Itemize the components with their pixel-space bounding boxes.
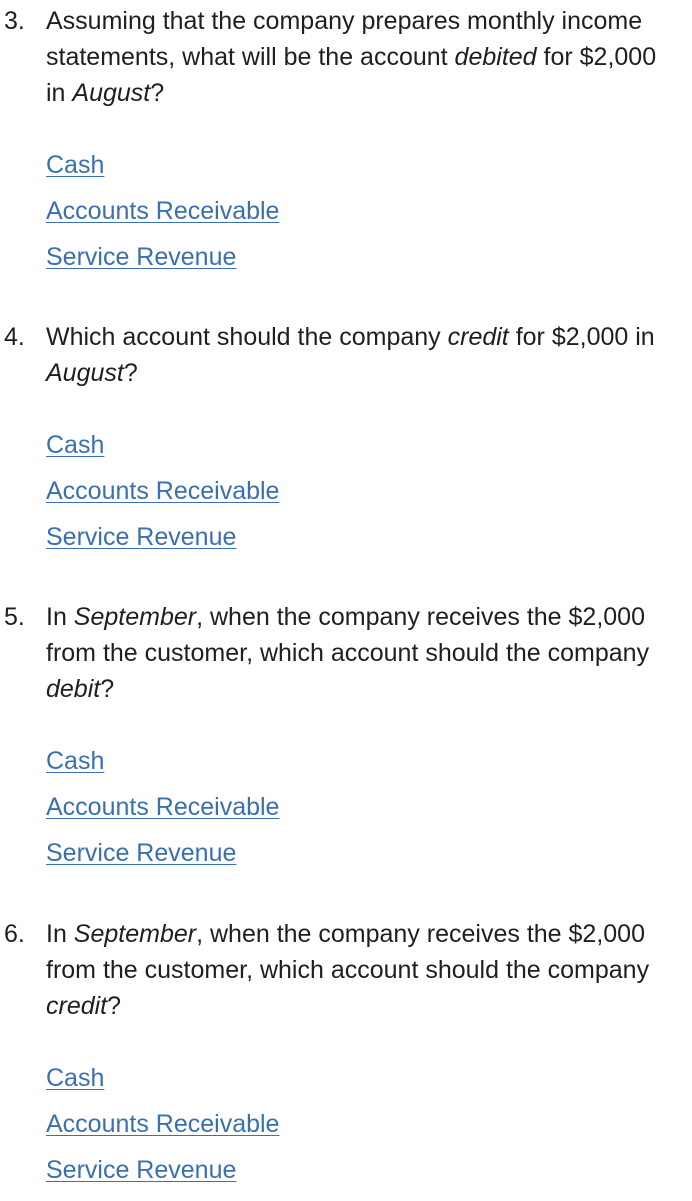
question-number: 3.: [4, 7, 25, 35]
option-accounts-receivable-link[interactable]: Accounts Receivable: [46, 197, 280, 225]
question-number: 6.: [4, 920, 25, 948]
option-accounts-receivable-link[interactable]: Accounts Receivable: [46, 477, 280, 505]
option-cash-link[interactable]: Cash: [46, 1064, 105, 1092]
option-accounts-receivable-link[interactable]: Accounts Receivable: [46, 793, 280, 821]
answer-options: [46, 430, 279, 568]
question-number: 5.: [4, 603, 25, 631]
question-text: Assuming that the company prepares monthly income statements, what will be the account debited for $2,000 in August?: [46, 7, 657, 107]
question-number: 4.: [4, 323, 25, 351]
answer-options: [46, 746, 279, 884]
question-text: Which account should the company credit for $2,000 in August?: [46, 323, 655, 387]
answer-options: [46, 150, 279, 288]
option-service-revenue-link[interactable]: Service Revenue: [46, 523, 237, 551]
question-text: In September, when the company receives the $2,000 from the customer, which account should the company credit?: [46, 920, 650, 1020]
option-accounts-receivable-link[interactable]: Accounts Receivable: [46, 1110, 280, 1138]
option-cash-link[interactable]: Cash: [46, 151, 105, 179]
answer-options: [46, 1063, 279, 1201]
option-service-revenue-link[interactable]: Service Revenue: [46, 243, 237, 271]
option-cash-link[interactable]: Cash: [46, 747, 105, 775]
option-cash-link[interactable]: Cash: [46, 431, 105, 459]
option-service-revenue-link[interactable]: Service Revenue: [46, 839, 237, 867]
option-service-revenue-link[interactable]: Service Revenue: [46, 1156, 237, 1184]
question-text: In September, when the company receives the $2,000 from the customer, which account should the company debit?: [46, 603, 650, 703]
